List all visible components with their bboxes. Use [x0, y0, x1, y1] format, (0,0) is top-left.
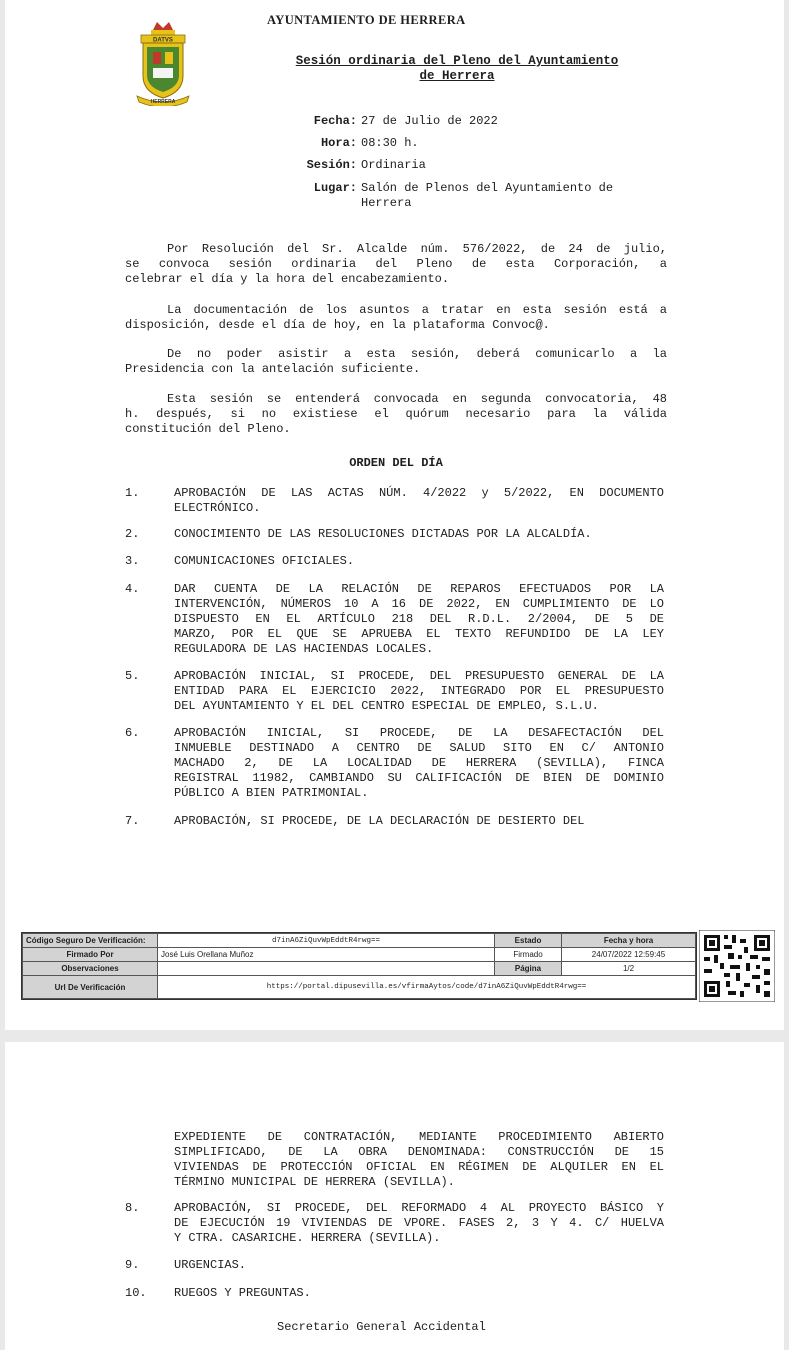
item-number: 7. — [125, 814, 140, 828]
paragraph-1: Por Resolución del Sr. Alcalde núm. 576/2022, de 24 de julio, se convoca sesión ordinaria del Pleno de esta Corporación, a celebrar el día y la hora del encabezamiento. — [125, 242, 667, 286]
session-title-line-2: de Herrera — [419, 69, 495, 83]
agenda-item-7-continuation: EXPEDIENTE DE CONTRATACIÓN, MEDIANTE PROCEDIMIENTO ABIERTO SIMPLIFICADO, DE LA OBRA DENOMINADA: CONSTRUCCIÓN DE 15 VIVIENDAS DE PROTECCIÓN OFICIAL EN RÉGIMEN DE ALQUILER EN EL TÉRMINO MUNICIPAL DE HERRERA (SEVILLA). — [174, 1130, 664, 1189]
verification-table — [21, 932, 697, 1000]
item-number: 4. — [125, 582, 140, 596]
observaciones-value — [158, 962, 495, 976]
url-value[interactable]: https://portal.dipusevilla.es/vfirmaAytos/code/d7inA6ZiQuvWpEddtR4rwg== — [158, 976, 696, 999]
paragraph-2: La documentación de los asuntos a tratar en esta sesión está a disposición, desde el día de hoy, en la plataforma Convoc@. — [125, 303, 667, 332]
firmado-por-label: Firmado Por — [23, 948, 158, 962]
item-number: 1. — [125, 486, 140, 500]
csv-value: d7inA6ZiQuvWpEddtR4rwg== — [158, 934, 495, 948]
url-label: Url De Verificación — [23, 976, 158, 999]
item-number: 3. — [125, 554, 140, 568]
fecha-label: Fecha: — [313, 114, 357, 128]
fecha-hora-value: 24/07/2022 12:59:45 — [562, 948, 696, 962]
hora-label: Hora: — [320, 136, 357, 150]
document-page-2 — [5, 1042, 784, 1350]
institution-name: AYUNTAMIENTO DE HERRERA — [267, 13, 466, 27]
item-number: 2. — [125, 527, 140, 541]
sesion-label: Sesión: — [306, 158, 357, 172]
crest-text-bottom: HERRERA — [150, 99, 176, 105]
pagina-value: 1/2 — [562, 962, 696, 976]
agenda-item-1: APROBACIÓN DE LAS ACTAS NÚM. 4/2022 y 5/2022, EN DOCUMENTO ELECTRÓNICO. — [174, 486, 664, 515]
agenda-item-3: COMUNICACIONES OFICIALES. — [174, 554, 355, 568]
fecha-hora-header: Fecha y hora — [562, 934, 696, 948]
crest-text-top: DATVS — [153, 37, 173, 44]
item-number: 6. — [125, 726, 140, 740]
orden-del-dia-title: ORDEN DEL DÍA — [349, 456, 443, 470]
document-page-1 — [5, 0, 784, 1030]
agenda-item-7: APROBACIÓN, SI PROCEDE, DE LA DECLARACIÓN DE DESIERTO DEL — [174, 814, 585, 828]
pagina-label: Página — [495, 962, 562, 976]
municipal-crest-icon — [133, 20, 193, 106]
sesion-value: Ordinaria — [361, 158, 426, 172]
paragraph-4: Esta sesión se entenderá convocada en segunda convocatoria, 48 h. después, si no existiese el quórum necesario para la válida constitución del Pleno. — [125, 392, 667, 436]
agenda-item-10: RUEGOS Y PREGUNTAS. — [174, 1286, 311, 1300]
agenda-item-5: APROBACIÓN INICIAL, SI PROCEDE, DEL PRESUPUESTO GENERAL DE LA ENTIDAD PARA EL EJERCICIO 2022, INTEGRADO POR EL PRESUPUESTO DEL AYUNTAMIENTO Y EL DEL CENTRO ESPECIAL DE EMPLEO, S.L.U. — [174, 669, 664, 713]
item-number: 10. — [125, 1286, 147, 1300]
csv-label: Código Seguro De Verificación: — [23, 934, 158, 948]
agenda-item-8: APROBACIÓN, SI PROCEDE, DEL REFORMADO 4 AL PROYECTO BÁSICO Y DE EJECUCIÓN 19 VIVIENDAS DE VPORE. FASES 2, 3 Y 4. C/ HUELVA Y CTRA. CASARICHE. HERRERA (SEVILLA). — [174, 1201, 664, 1245]
item-number: 8. — [125, 1201, 140, 1215]
agenda-item-2: CONOCIMIENTO DE LAS RESOLUCIONES DICTADAS POR LA ALCALDÍA. — [174, 527, 592, 541]
agenda-item-6: APROBACIÓN INICIAL, SI PROCEDE, DE LA DESAFECTACIÓN DEL INMUEBLE DESTINADO A CENTRO DE SALUD SITO EN C/ ANTONIO MACHADO 2, DE LA LOCALIDAD DE HERRERA (SEVILLA), FINCA REGISTRAL 11982, CAMBIANDO SU CALIFICACIÓN DE BIEN DE DOMINIO PÚBLICO A BIEN PATRIMONIAL. — [174, 726, 664, 800]
session-title — [271, 54, 643, 84]
paragraph-3: De no poder asistir a esta sesión, deberá comunicarlo a la Presidencia con la antelación suficiente. — [125, 347, 667, 376]
item-number: 9. — [125, 1258, 140, 1272]
signature-title: Secretario General Accidental — [277, 1320, 486, 1334]
observaciones-label: Observaciones — [23, 962, 158, 976]
lugar-value: Salón de Plenos del Ayuntamiento de Herrera — [361, 181, 614, 210]
agenda-item-4: DAR CUENTA DE LA RELACIÓN DE REPAROS EFECTUADOS POR LA INTERVENCIÓN, NÚMEROS 10 A 16 DE 2022, EN CUMPLIMIENTO DE LO DISPUESTO EN EL ARTÍCULO 218 DEL R.D.L. 2/2004, DE 5 DE MARZO, POR EL QUE SE APRUEBA EL TEXTO REFUNDIDO DE LA LEY REGULADORA DE LAS HACIENDAS LOCALES. — [174, 582, 664, 656]
item-number: 5. — [125, 669, 140, 683]
lugar-label: Lugar: — [313, 181, 357, 195]
firmado-por-value: José Luis Orellana Muñoz — [158, 948, 495, 962]
estado-value: Firmado — [495, 948, 562, 962]
fecha-value: 27 de Julio de 2022 — [361, 114, 498, 128]
hora-value: 08:30 h. — [361, 136, 419, 150]
estado-header: Estado — [495, 934, 562, 948]
session-title-line-1: Sesión ordinaria del Pleno del Ayuntamiento — [295, 54, 619, 68]
qr-code-icon — [699, 930, 775, 1002]
agenda-item-9: URGENCIAS. — [174, 1258, 247, 1272]
